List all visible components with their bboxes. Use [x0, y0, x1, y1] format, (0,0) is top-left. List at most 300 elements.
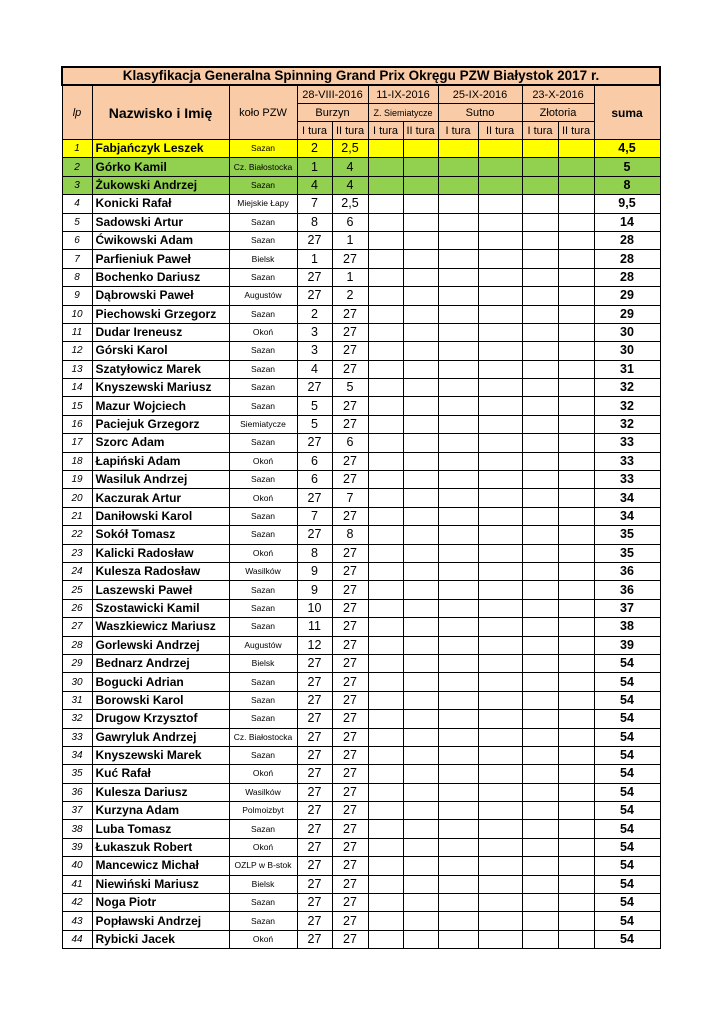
row-round3-tura1 — [438, 838, 478, 856]
row-round1-tura1: 3 — [297, 323, 332, 341]
row-round3-tura1 — [438, 158, 478, 176]
row-round3-tura1 — [438, 231, 478, 249]
row-round4-tura2 — [558, 452, 594, 470]
row-round4-tura1 — [522, 562, 558, 580]
row-round1-tura2: 27 — [332, 250, 368, 268]
table-row — [62, 415, 660, 433]
row-round3-tura2 — [478, 765, 522, 783]
row-kolo: Sazan — [229, 618, 297, 636]
row-round1-tura1: 27 — [297, 875, 332, 893]
row-round1-tura1: 27 — [297, 268, 332, 286]
row-sum: 35 — [594, 526, 660, 544]
row-round1-tura1: 27 — [297, 728, 332, 746]
row-round1-tura1: 10 — [297, 599, 332, 617]
header-kolo: koło PZW — [229, 85, 297, 140]
row-lp: 8 — [62, 268, 92, 286]
row-round4-tura1 — [522, 250, 558, 268]
row-kolo: Sazan — [229, 397, 297, 415]
round-2-tura-1: I tura — [368, 122, 403, 140]
row-name: Gorlewski Andrzej — [92, 636, 229, 654]
table-row — [62, 930, 660, 948]
row-round3-tura2 — [478, 636, 522, 654]
round-1-tura-1: I tura — [297, 122, 332, 140]
table-row — [62, 213, 660, 231]
row-round3-tura2 — [478, 434, 522, 452]
table-row — [62, 268, 660, 286]
row-name: Sadowski Artur — [92, 213, 229, 231]
row-round4-tura2 — [558, 195, 594, 213]
row-round3-tura2 — [478, 489, 522, 507]
row-round4-tura1 — [522, 471, 558, 489]
row-round4-tura2 — [558, 838, 594, 856]
row-kolo: Sazan — [229, 213, 297, 231]
row-sum: 54 — [594, 820, 660, 838]
row-round3-tura1 — [438, 268, 478, 286]
row-round4-tura2 — [558, 268, 594, 286]
row-round3-tura2 — [478, 452, 522, 470]
row-round1-tura1: 27 — [297, 691, 332, 709]
row-lp: 41 — [62, 875, 92, 893]
row-round2-tura1 — [368, 360, 403, 378]
row-round2-tura2 — [403, 654, 438, 672]
row-round2-tura1 — [368, 176, 403, 194]
row-lp: 28 — [62, 636, 92, 654]
row-lp: 1 — [62, 140, 92, 158]
row-round2-tura2 — [403, 691, 438, 709]
row-lp: 30 — [62, 673, 92, 691]
row-round1-tura2: 27 — [332, 783, 368, 801]
row-round1-tura2: 27 — [332, 930, 368, 948]
row-lp: 26 — [62, 599, 92, 617]
row-round3-tura2 — [478, 360, 522, 378]
row-name: Mazur Wojciech — [92, 397, 229, 415]
row-round2-tura1 — [368, 838, 403, 856]
row-kolo: Sazan — [229, 305, 297, 323]
row-round2-tura1 — [368, 268, 403, 286]
row-round3-tura1 — [438, 213, 478, 231]
row-round4-tura2 — [558, 820, 594, 838]
row-round3-tura2 — [478, 599, 522, 617]
row-lp: 12 — [62, 342, 92, 360]
row-round4-tura2 — [558, 930, 594, 948]
row-name: Niewiński Mariusz — [92, 875, 229, 893]
row-round3-tura2 — [478, 397, 522, 415]
row-round4-tura1 — [522, 654, 558, 672]
table-row — [62, 820, 660, 838]
row-round1-tura1: 5 — [297, 415, 332, 433]
table-row — [62, 452, 660, 470]
row-round2-tura2 — [403, 544, 438, 562]
row-kolo: Augustów — [229, 287, 297, 305]
row-sum: 54 — [594, 838, 660, 856]
row-round1-tura2: 27 — [332, 305, 368, 323]
row-lp: 42 — [62, 894, 92, 912]
row-round1-tura2: 27 — [332, 802, 368, 820]
row-name: Sokół Tomasz — [92, 526, 229, 544]
row-round1-tura2: 27 — [332, 342, 368, 360]
row-round1-tura2: 27 — [332, 599, 368, 617]
row-round4-tura1 — [522, 415, 558, 433]
row-round1-tura2: 27 — [332, 415, 368, 433]
row-round3-tura2 — [478, 342, 522, 360]
row-lp: 38 — [62, 820, 92, 838]
row-round3-tura1 — [438, 452, 478, 470]
row-round4-tura1 — [522, 544, 558, 562]
row-round3-tura2 — [478, 323, 522, 341]
row-round1-tura2: 27 — [332, 912, 368, 930]
row-sum: 5 — [594, 158, 660, 176]
row-sum: 8 — [594, 176, 660, 194]
row-kolo: Cz. Białostocka — [229, 158, 297, 176]
row-round1-tura2: 8 — [332, 526, 368, 544]
row-lp: 21 — [62, 507, 92, 525]
row-round4-tura2 — [558, 507, 594, 525]
row-lp: 40 — [62, 857, 92, 875]
row-kolo: Cz. Białostocka — [229, 728, 297, 746]
row-round2-tura1 — [368, 323, 403, 341]
row-lp: 3 — [62, 176, 92, 194]
row-sum: 54 — [594, 912, 660, 930]
row-round4-tura2 — [558, 434, 594, 452]
row-round4-tura1 — [522, 231, 558, 249]
row-round3-tura2 — [478, 618, 522, 636]
row-round4-tura1 — [522, 857, 558, 875]
row-round4-tura2 — [558, 140, 594, 158]
row-round3-tura2 — [478, 783, 522, 801]
header-name: Nazwisko i Imię — [92, 85, 229, 140]
row-round1-tura1: 27 — [297, 379, 332, 397]
row-round3-tura1 — [438, 912, 478, 930]
row-round1-tura2: 6 — [332, 213, 368, 231]
classification-table — [61, 66, 661, 949]
row-round2-tura1 — [368, 765, 403, 783]
row-sum: 54 — [594, 765, 660, 783]
row-lp: 19 — [62, 471, 92, 489]
row-lp: 6 — [62, 231, 92, 249]
row-round2-tura1 — [368, 397, 403, 415]
row-round3-tura2 — [478, 728, 522, 746]
row-round3-tura2 — [478, 820, 522, 838]
row-round1-tura1: 12 — [297, 636, 332, 654]
row-name: Bednarz Andrzej — [92, 654, 229, 672]
row-sum: 37 — [594, 599, 660, 617]
row-round4-tura2 — [558, 783, 594, 801]
row-round1-tura1: 27 — [297, 820, 332, 838]
row-round2-tura2 — [403, 360, 438, 378]
row-round1-tura2: 6 — [332, 434, 368, 452]
row-round2-tura2 — [403, 673, 438, 691]
row-round2-tura2 — [403, 489, 438, 507]
row-kolo: Sazan — [229, 360, 297, 378]
row-sum: 32 — [594, 415, 660, 433]
row-lp: 27 — [62, 618, 92, 636]
row-round4-tura2 — [558, 250, 594, 268]
row-round2-tura2 — [403, 250, 438, 268]
table-row — [62, 654, 660, 672]
row-sum: 34 — [594, 507, 660, 525]
row-round3-tura2 — [478, 838, 522, 856]
row-round3-tura1 — [438, 746, 478, 764]
row-round2-tura1 — [368, 636, 403, 654]
row-round4-tura1 — [522, 894, 558, 912]
row-round4-tura2 — [558, 728, 594, 746]
row-round4-tura2 — [558, 875, 594, 893]
row-round2-tura2 — [403, 930, 438, 948]
row-kolo: Wasilków — [229, 783, 297, 801]
row-lp: 24 — [62, 562, 92, 580]
row-round2-tura2 — [403, 857, 438, 875]
row-round1-tura2: 27 — [332, 360, 368, 378]
row-name: Dąbrowski Paweł — [92, 287, 229, 305]
row-round1-tura2: 27 — [332, 618, 368, 636]
row-round2-tura1 — [368, 195, 403, 213]
row-round3-tura2 — [478, 176, 522, 194]
row-round1-tura2: 27 — [332, 544, 368, 562]
row-round2-tura2 — [403, 176, 438, 194]
row-lp: 25 — [62, 581, 92, 599]
row-name: Konicki Rafał — [92, 195, 229, 213]
row-round2-tura1 — [368, 526, 403, 544]
row-round2-tura1 — [368, 618, 403, 636]
row-round2-tura2 — [403, 526, 438, 544]
row-round3-tura2 — [478, 471, 522, 489]
row-round2-tura1 — [368, 728, 403, 746]
row-round2-tura2 — [403, 231, 438, 249]
row-round4-tura2 — [558, 342, 594, 360]
row-kolo: Sazan — [229, 820, 297, 838]
row-round4-tura1 — [522, 820, 558, 838]
row-name: Popławski Andrzej — [92, 912, 229, 930]
row-round3-tura2 — [478, 912, 522, 930]
row-kolo: Sazan — [229, 268, 297, 286]
row-name: Kulesza Dariusz — [92, 783, 229, 801]
row-round3-tura2 — [478, 379, 522, 397]
row-round4-tura2 — [558, 636, 594, 654]
row-round4-tura1 — [522, 802, 558, 820]
row-round1-tura1: 27 — [297, 654, 332, 672]
row-round3-tura2 — [478, 213, 522, 231]
table-row — [62, 673, 660, 691]
round-4-date: 23-X-2016 — [522, 85, 594, 104]
table-row — [62, 562, 660, 580]
row-round2-tura2 — [403, 783, 438, 801]
row-sum: 29 — [594, 287, 660, 305]
row-round2-tura2 — [403, 636, 438, 654]
round-4-tura-1: I tura — [522, 122, 558, 140]
row-round4-tura2 — [558, 912, 594, 930]
row-round3-tura1 — [438, 875, 478, 893]
row-round2-tura1 — [368, 673, 403, 691]
row-lp: 34 — [62, 746, 92, 764]
round-3-tura-2: II tura — [478, 122, 522, 140]
row-round2-tura2 — [403, 912, 438, 930]
row-round3-tura2 — [478, 930, 522, 948]
row-lp: 43 — [62, 912, 92, 930]
row-round2-tura2 — [403, 195, 438, 213]
row-round1-tura1: 1 — [297, 250, 332, 268]
row-round1-tura1: 27 — [297, 287, 332, 305]
row-round3-tura2 — [478, 195, 522, 213]
row-round1-tura2: 1 — [332, 231, 368, 249]
row-name: Drugow Krzysztof — [92, 710, 229, 728]
row-round4-tura1 — [522, 176, 558, 194]
row-sum: 9,5 — [594, 195, 660, 213]
row-round4-tura2 — [558, 618, 594, 636]
table-row — [62, 875, 660, 893]
row-lp: 29 — [62, 654, 92, 672]
row-round3-tura1 — [438, 489, 478, 507]
row-round2-tura2 — [403, 802, 438, 820]
table-row — [62, 618, 660, 636]
table-row — [62, 195, 660, 213]
row-round3-tura1 — [438, 710, 478, 728]
row-round4-tura1 — [522, 140, 558, 158]
row-round4-tura2 — [558, 710, 594, 728]
row-sum: 54 — [594, 673, 660, 691]
row-round3-tura2 — [478, 562, 522, 580]
row-round3-tura1 — [438, 581, 478, 599]
row-round1-tura1: 27 — [297, 930, 332, 948]
row-name: Rybicki Jacek — [92, 930, 229, 948]
row-kolo: Okoń — [229, 323, 297, 341]
row-lp: 37 — [62, 802, 92, 820]
table-row — [62, 691, 660, 709]
row-round1-tura2: 1 — [332, 268, 368, 286]
row-lp: 2 — [62, 158, 92, 176]
row-round4-tura1 — [522, 397, 558, 415]
row-lp: 36 — [62, 783, 92, 801]
row-round3-tura1 — [438, 415, 478, 433]
row-round2-tura2 — [403, 562, 438, 580]
row-kolo: Sazan — [229, 379, 297, 397]
row-name: Paciejuk Grzegorz — [92, 415, 229, 433]
round-3-place: Sutno — [438, 104, 522, 122]
row-lp: 16 — [62, 415, 92, 433]
row-round2-tura2 — [403, 838, 438, 856]
row-round3-tura1 — [438, 342, 478, 360]
row-round2-tura2 — [403, 268, 438, 286]
row-name: Kaczurak Artur — [92, 489, 229, 507]
row-sum: 33 — [594, 471, 660, 489]
row-round1-tura1: 27 — [297, 783, 332, 801]
row-sum: 54 — [594, 783, 660, 801]
row-kolo: Sazan — [229, 526, 297, 544]
row-round2-tura2 — [403, 728, 438, 746]
row-round2-tura2 — [403, 158, 438, 176]
row-round1-tura2: 27 — [332, 857, 368, 875]
row-round2-tura1 — [368, 415, 403, 433]
row-sum: 29 — [594, 305, 660, 323]
row-kolo: Sazan — [229, 710, 297, 728]
row-round2-tura1 — [368, 250, 403, 268]
row-round4-tura1 — [522, 838, 558, 856]
row-sum: 54 — [594, 691, 660, 709]
row-round2-tura2 — [403, 379, 438, 397]
row-name: Knyszewski Mariusz — [92, 379, 229, 397]
row-round2-tura1 — [368, 379, 403, 397]
row-round4-tura1 — [522, 746, 558, 764]
row-round4-tura2 — [558, 581, 594, 599]
row-round3-tura1 — [438, 728, 478, 746]
row-round2-tura1 — [368, 802, 403, 820]
row-lp: 4 — [62, 195, 92, 213]
row-round3-tura2 — [478, 415, 522, 433]
row-kolo: Miejskie Łapy — [229, 195, 297, 213]
row-name: Łapiński Adam — [92, 452, 229, 470]
row-round1-tura1: 27 — [297, 710, 332, 728]
row-round4-tura1 — [522, 158, 558, 176]
sheet-title: Klasyfikacja Generalna Spinning Grand Prix Okręgu PZW Białystok 2017 r. — [62, 67, 660, 85]
row-round4-tura2 — [558, 673, 594, 691]
round-2-place: Z. Siemiatycze — [368, 104, 438, 122]
row-round1-tura2: 27 — [332, 636, 368, 654]
row-round1-tura2: 27 — [332, 820, 368, 838]
row-lp: 32 — [62, 710, 92, 728]
row-round1-tura2: 27 — [332, 507, 368, 525]
row-round1-tura1: 6 — [297, 471, 332, 489]
table-row — [62, 231, 660, 249]
row-round4-tura1 — [522, 526, 558, 544]
row-sum: 33 — [594, 452, 660, 470]
row-round2-tura1 — [368, 857, 403, 875]
row-round4-tura1 — [522, 765, 558, 783]
row-round1-tura1: 1 — [297, 158, 332, 176]
row-round3-tura1 — [438, 930, 478, 948]
row-round3-tura2 — [478, 507, 522, 525]
row-kolo: Okoń — [229, 838, 297, 856]
row-round3-tura1 — [438, 379, 478, 397]
row-round1-tura1: 5 — [297, 397, 332, 415]
table-row — [62, 783, 660, 801]
row-lp: 15 — [62, 397, 92, 415]
table-row — [62, 710, 660, 728]
row-sum: 32 — [594, 397, 660, 415]
row-kolo: Sazan — [229, 471, 297, 489]
row-round1-tura2: 27 — [332, 654, 368, 672]
row-lp: 11 — [62, 323, 92, 341]
round-2-tura-2: II tura — [403, 122, 438, 140]
row-name: Szostawicki Kamil — [92, 599, 229, 617]
row-round4-tura1 — [522, 930, 558, 948]
row-kolo: Sazan — [229, 673, 297, 691]
row-round4-tura2 — [558, 894, 594, 912]
row-sum: 30 — [594, 342, 660, 360]
row-lp: 14 — [62, 379, 92, 397]
row-sum: 39 — [594, 636, 660, 654]
row-name: Fabjańczyk Leszek — [92, 140, 229, 158]
row-sum: 54 — [594, 894, 660, 912]
row-round3-tura1 — [438, 783, 478, 801]
row-round3-tura1 — [438, 323, 478, 341]
table-row — [62, 728, 660, 746]
row-round1-tura2: 27 — [332, 838, 368, 856]
row-name: Górski Karol — [92, 342, 229, 360]
row-round2-tura2 — [403, 710, 438, 728]
row-round3-tura2 — [478, 305, 522, 323]
row-kolo: Sazan — [229, 176, 297, 194]
row-name: Borowski Karol — [92, 691, 229, 709]
row-lp: 44 — [62, 930, 92, 948]
row-name: Górko Kamil — [92, 158, 229, 176]
row-lp: 7 — [62, 250, 92, 268]
row-round4-tura2 — [558, 158, 594, 176]
row-name: Bogucki Adrian — [92, 673, 229, 691]
row-round3-tura1 — [438, 305, 478, 323]
row-round2-tura1 — [368, 894, 403, 912]
table-row — [62, 838, 660, 856]
row-round1-tura1: 3 — [297, 342, 332, 360]
row-round1-tura1: 27 — [297, 231, 332, 249]
